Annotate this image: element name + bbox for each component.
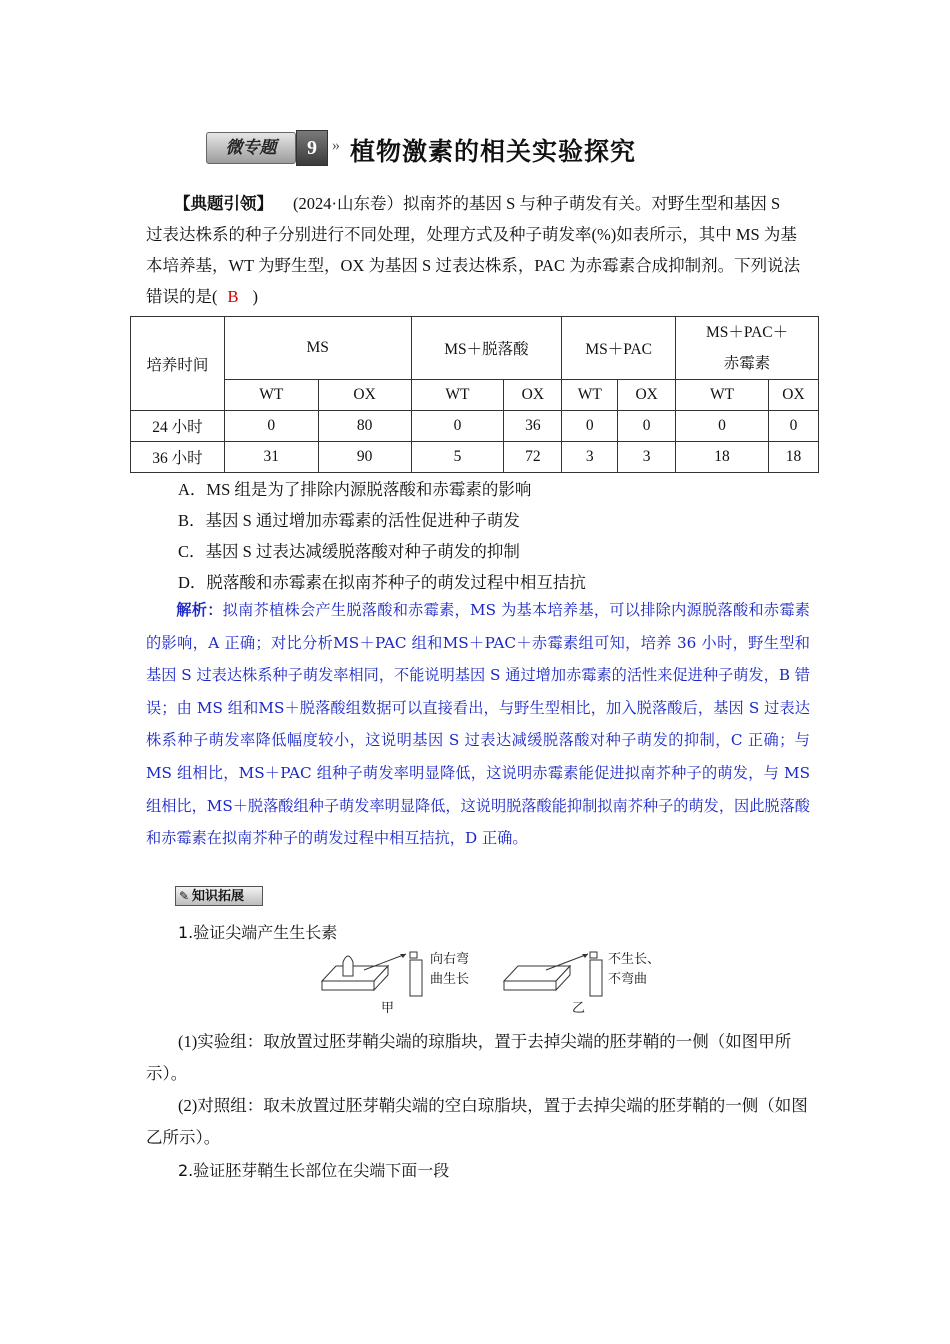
table-cell: 0 <box>411 411 504 442</box>
table-group-header-line: MS＋PAC＋ <box>705 324 789 341</box>
topic-badge <box>206 130 330 164</box>
table-cell-time: 24 小时 <box>131 411 225 442</box>
paragraph-experimental-group: (1)实验组：取放置过胚芽鞘尖端的琼脂块，置于去掉尖端的胚芽鞘的一侧（如图甲所示）。 <box>146 1032 792 1083</box>
table-header-time: 培养时间 <box>131 317 225 411</box>
table-sub-header: WT <box>676 380 769 411</box>
table-cell: 72 <box>504 442 562 473</box>
question-line-3: 本培养基，WT 为野生型，OX 为基因 S 过表达株系，PAC 为赤霉素合成抑制剂。下列说法 <box>146 256 801 275</box>
table-cell: 90 <box>318 442 411 473</box>
option-b: B．基因 S 通过增加赤霉素的活性促进种子萌发 <box>178 511 520 530</box>
figure-b-drawing <box>500 946 610 1016</box>
table-cell: 3 <box>618 442 676 473</box>
table-sub-header: OX <box>768 380 818 411</box>
table-cell: 0 <box>676 411 769 442</box>
table-sub-header: OX <box>618 380 676 411</box>
table-sub-header: OX <box>504 380 562 411</box>
table-group-header-line: 赤霉素 <box>723 355 771 372</box>
table-row <box>131 411 819 442</box>
question-line-4: 错误的是( <box>146 287 218 306</box>
question-stem <box>146 188 810 312</box>
table-cell: 0 <box>562 411 618 442</box>
page-title: 植物激素的相关实验探究 <box>350 137 637 166</box>
figure-b-result <box>608 950 660 990</box>
table-cell: 0 <box>768 411 818 442</box>
table-group-header <box>676 317 819 380</box>
table-sub-header: WT <box>562 380 618 411</box>
table-row <box>131 442 819 473</box>
double-chevron-icon: » <box>332 137 340 154</box>
figure-b-caption: 乙 <box>572 1001 586 1016</box>
question-line-2: 过表达株系的种子分别进行不同处理，处理方式及种子萌发率(%)如表所示，其中 MS 为基 <box>146 225 797 244</box>
question-close-paren: ) <box>252 287 259 306</box>
table-sub-header: WT <box>224 380 318 411</box>
table-cell: 5 <box>411 442 504 473</box>
table-group-header: MS <box>224 317 411 380</box>
table-cell: 80 <box>318 411 411 442</box>
figure-a-caption: 甲 <box>381 1001 395 1016</box>
table-cell: 0 <box>224 411 318 442</box>
table-cell: 18 <box>676 442 769 473</box>
table-group-header: MS＋PAC <box>562 317 676 380</box>
analysis-text: 拟南芥植株会产生脱落酸和赤霉素，MS 为基本培养基，可以排除内源脱落酸和赤霉素的影响，A 正确；对比分析MS＋PAC 组和MS＋PAC＋赤霉素组可知，培养 36 小时，野生型和基因 S 过表达株系种子萌发率相同，不能说明基因 S 通过增加赤霉素的活性来促进种子萌发，B 错误；由 MS 组和MS＋脱落酸组数据可以直接看出，与野生型相比，加入脱落酸后，基因 S 过表达株系种子萌发率降低幅度较小，这说明基因 S 过表达减缓脱落酸对种子萌发的抑制，C 正确；与 MS 组相比，MS＋PAC 组种子萌发率明显降低，这说明赤霉素能促进拟南芥种子的萌发，与 MS 组相比，MS＋脱落酸组种子萌发率明显降低，这说明脱落酸能抑制拟南芥种子的萌发，因此脱落酸和赤霉素在拟南芥种子的萌发过程中相互拮抗，D 正确。 <box>146 601 810 848</box>
table-sub-header: OX <box>318 380 411 411</box>
table-cell: 3 <box>562 442 618 473</box>
figure-b-result-line: 不生长、 <box>608 952 661 967</box>
option-c: C．基因 S 过表达减缓脱落酸对种子萌发的抑制 <box>178 542 520 561</box>
table-group-header: MS＋脱落酸 <box>411 317 562 380</box>
section-2-heading: 2.验证胚芽鞘生长部位在尖端下面一段 <box>178 1161 450 1180</box>
question-line-1: (2024·山东卷）拟南芥的基因 S 与种子萌发有关。对野生型和基因 S <box>293 194 781 213</box>
table-sub-header: WT <box>411 380 504 411</box>
topic-badge-number: 9 <box>296 130 328 166</box>
option-d: D．脱落酸和赤霉素在拟南芥种子的萌发过程中相互拮抗 <box>178 573 586 592</box>
figure-b-result-line: 不弯曲 <box>608 972 648 987</box>
figure-a-result <box>430 950 469 990</box>
section-1-heading: 1.验证尖端产生生长素 <box>178 923 338 942</box>
option-a: A．MS 组是为了排除内源脱落酸和赤霉素的影响 <box>178 480 532 499</box>
pen-icon: ✎ <box>178 889 190 903</box>
analysis-label: 解析： <box>176 601 223 619</box>
figure-b <box>500 946 610 1016</box>
figure-a-result-line: 曲生长 <box>430 972 470 987</box>
analysis <box>146 594 810 855</box>
table-cell: 18 <box>768 442 818 473</box>
paragraph-control-group: (2)对照组：取未放置过胚芽鞘尖端的空白琼脂块，置于去掉尖端的胚芽鞘的一侧（如图乙所示）。 <box>146 1096 808 1147</box>
table-cell-time: 36 小时 <box>131 442 225 473</box>
topic-badge-label: 微专题 <box>206 132 296 164</box>
table-cell: 36 <box>504 411 562 442</box>
knowledge-badge <box>175 886 263 906</box>
table-cell: 31 <box>224 442 318 473</box>
question-tag: 【典题引领】 <box>174 194 273 213</box>
germination-table <box>130 316 819 473</box>
knowledge-badge-label: 知识拓展 <box>192 889 245 904</box>
answer-letter: B <box>227 287 239 306</box>
figure-a-result-line: 向右弯 <box>430 952 470 967</box>
table-cell: 0 <box>618 411 676 442</box>
